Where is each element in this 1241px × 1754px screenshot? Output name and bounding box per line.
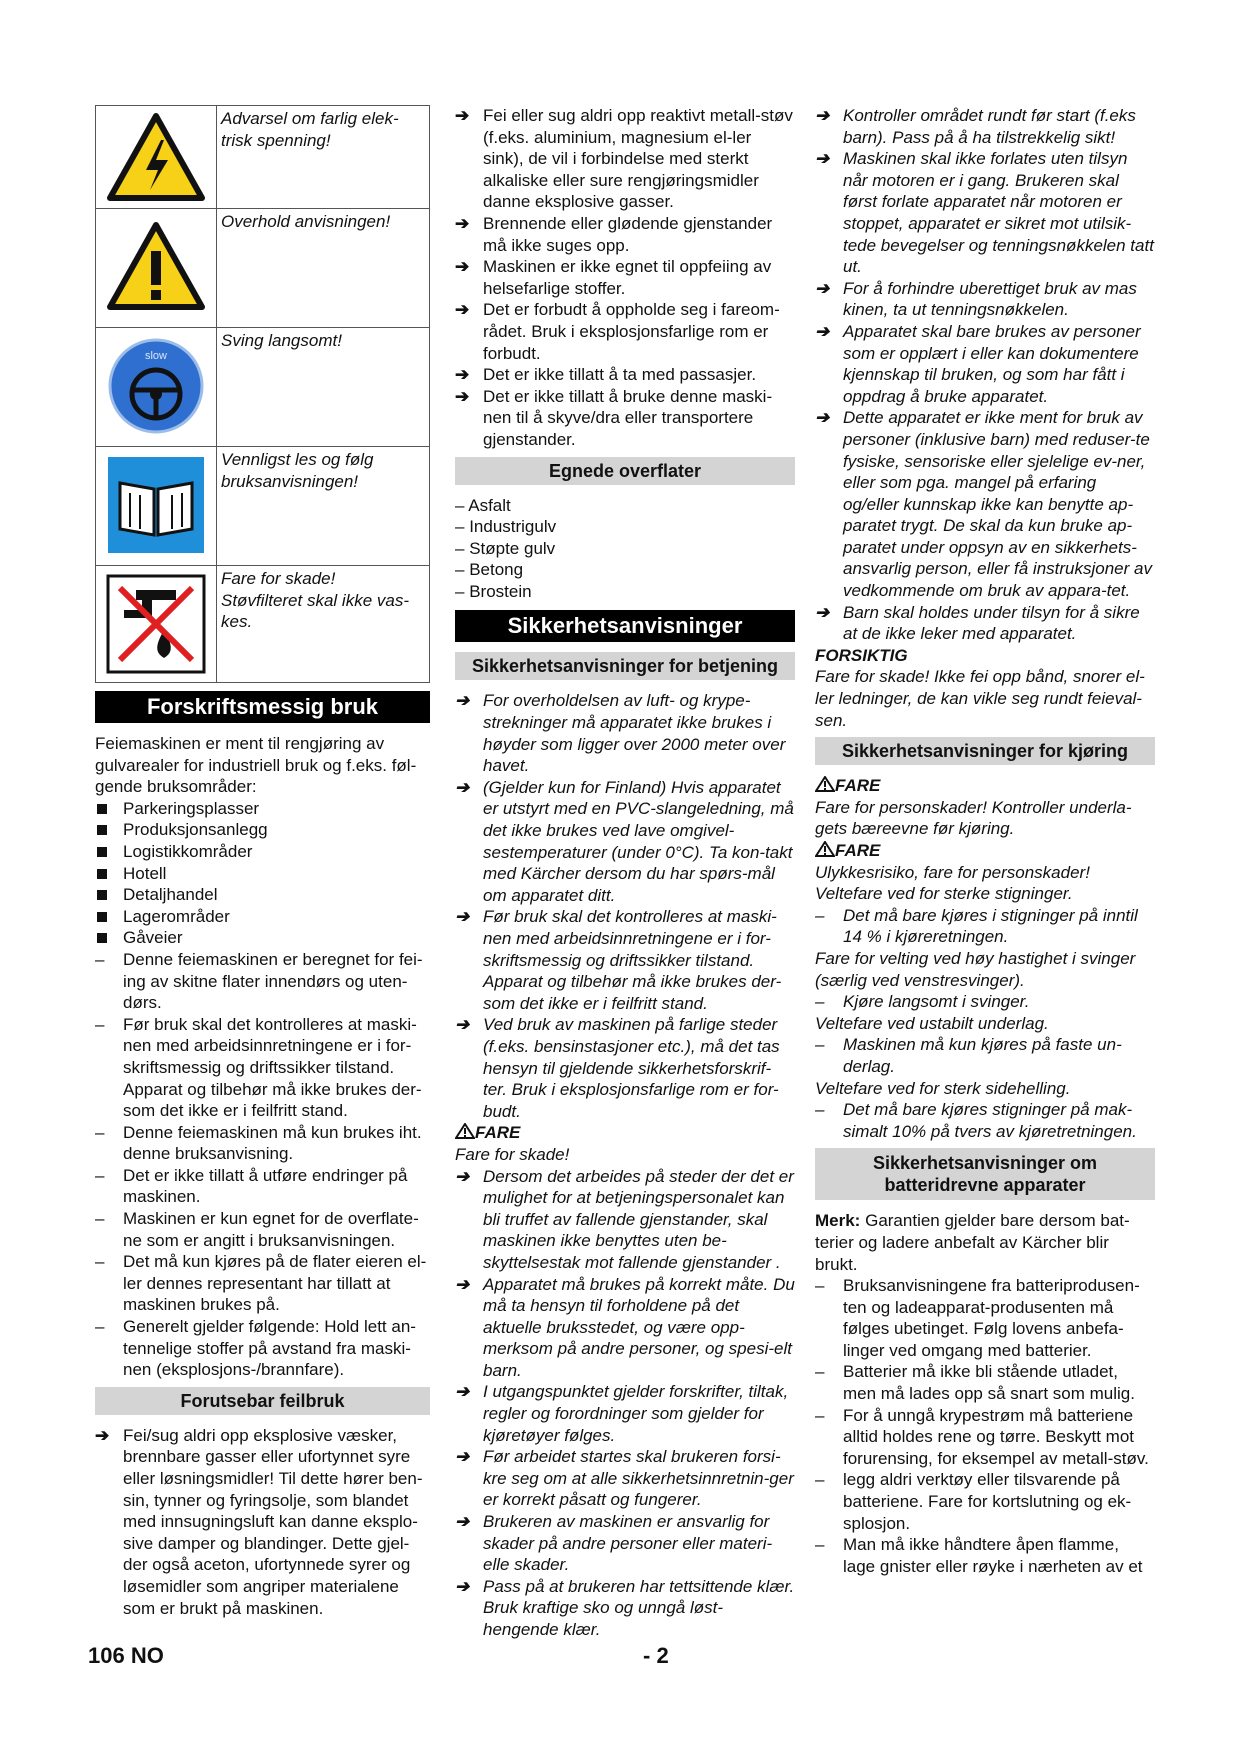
symbol-icon-cell	[96, 106, 217, 209]
list-item: ➔ (Gjelder kun for Finland) Hvis apparatet er utstyrt med en PVC-slangeledning, må det ikke brukes ved lave omgivel-sestemperaturer (under 0°C). Ta kon-takt med Kärcher dersom du har spørs-mål om apparatet ditt.	[455, 777, 795, 907]
section-title: Sikkerhetsanvisninger for kjøring	[815, 737, 1155, 765]
list-item: ➔ Før arbeidet startes skal brukeren forsi-kre seg om at alle sikkerhetsinnretnin-ger er korrekt påsatt og fungerer.	[455, 1446, 795, 1511]
danger-label	[815, 775, 1155, 797]
list-item: Produksjonsanlegg	[95, 819, 430, 841]
symbol-table	[95, 105, 430, 683]
danger-text: Fare for personskader! Kontroller underla-gets bæreevne før kjøring.	[815, 797, 1132, 839]
symbol-row	[96, 209, 430, 328]
list-item: ➔ Barn skal holdes under tilsyn for å sikre at de ikke leker med apparatet.	[815, 602, 1155, 645]
list-item-text: Man må ikke håndtere åpen flamme, lage gnister eller røyke i nærheten av et	[843, 1535, 1143, 1576]
list-item-text: Asfalt	[468, 495, 511, 515]
list-item: – Maskinen er kun egnet for de overflate-ne som er angitt i bruksanvisningen.	[95, 1209, 419, 1250]
list-item: – legg aldri verktøy eller tilsvarende på batteriene. Fare for kortslutning og ek-splosjon.	[815, 1470, 1132, 1533]
symbol-text: Sving langsomt!	[217, 328, 430, 447]
list-item: ➔ I utgangspunktet gjelder forskrifter, tiltak, regler og forordninger som gjelder for kjøretøyer følges.	[455, 1381, 795, 1446]
column-1	[95, 105, 430, 1619]
list-item: – Denne feiemaskinen er beregnet for fei-ing av skitne flater innendørs og uten-dørs.	[95, 949, 423, 1013]
surfaces-list	[455, 495, 795, 603]
danger-label	[455, 1122, 795, 1144]
list-item: Detaljhandel	[95, 884, 430, 906]
list-item: – Det må bare kjøres i stigninger på inntil 14 % i kjøreretningen.	[815, 905, 1138, 947]
list-item: ➔ Det er ikke tillatt å ta med passasjer.	[455, 364, 795, 386]
list-item-text: Denne feiemaskinen er beregnet for fei-ing av skitne flater innendørs og uten-dørs.	[123, 949, 423, 1013]
list-item-text: Industrigulv	[469, 517, 557, 537]
tip-text: Veltefare ved for sterk sidehelling.	[815, 1078, 1071, 1098]
warning-triangle-icon	[455, 1123, 475, 1139]
list-item: ➔ Apparatet må brukes på korrekt måte. Du må ta hensyn til forholdene på det aktuelle bruksstedet, og være opp-merksom på andre personer, og spesi-elt barn.	[455, 1274, 795, 1382]
use-rules-list	[95, 949, 430, 1381]
list-item: – Betong	[455, 560, 524, 580]
general-warning-icon	[106, 221, 206, 313]
list-item: ➔ Brennende eller glødende gjenstander må ikke suges opp.	[455, 213, 795, 256]
list-item-text: Det må bare kjøres i stigninger på inntil 14 % i kjøreretningen.	[843, 905, 1138, 947]
list-item: ➔ Dette apparatet er ikke ment for bruk av personer (inklusive barn) med reduser-te fysiske, sensoriske eller sjelelige ev-ner, eller som pga. mangel på erfaring og/eller kunnskap ikke kan benytte ap-paratet trygt. De skal da kun bruke ap-paratet under oppsyn av en sikkerhets-ansvarlig person, eller få instruksjoner av vedkommende om bruk av appara-tet.	[815, 407, 1155, 601]
list-item: ➔ Det er ikke tillatt å bruke denne maski-nen til å skyve/dra eller transportere gjenstander.	[455, 386, 795, 451]
list-item-text: Før bruk skal det kontrolleres at maski-nen med arbeidsinnretningene er i for-skriftsmessig og driftssikker tilstand. Apparat og tilbehør må ikke brukes der-som det ikke er i feilfritt stand.	[123, 1014, 422, 1121]
list-item: – Industrigulv	[455, 517, 557, 537]
tip-text: Fare for velting ved høy hastighet i svinger (særlig ved venstresvinger).	[815, 948, 1136, 990]
list-item-text: Denne feiemaskinen må kun brukes iht. denne bruksanvisning.	[123, 1122, 422, 1164]
symbol-text: Fare for skade! Støvfilteret skal ikke vas- kes.	[217, 566, 430, 683]
slow-steering-icon	[106, 336, 206, 436]
list-item-text: Kjøre langsomt i svinger.	[843, 992, 1030, 1012]
danger-text: Fare for skade!	[455, 1144, 570, 1164]
list-item-text: Maskinen er kun egnet for de overflate-ne som er angitt i bruksanvisningen.	[123, 1209, 419, 1250]
symbol-icon-cell	[96, 209, 217, 328]
tip-text: Veltefare ved for sterke stigninger.	[815, 884, 1073, 904]
list-item: – Det må kun kjøres på de flater eieren el-ler dennes representant har tillatt at maskinen brukes på.	[95, 1252, 427, 1315]
danger-label	[815, 840, 1155, 862]
list-item: – For å unngå krypestrøm må batteriene alltid holdes rene og tørre. Beskytt mot forurensing, for eksempel av metall-støv.	[815, 1405, 1149, 1468]
list-item: ➔ Kontroller området rundt før start (f.eks barn). Pass på å ha tilstrekkelig sikt!	[815, 105, 1155, 148]
list-item-text: Generelt gjelder følgende: Hold lett an-tennelige stoffer på avstand fra maski-nen (eksplosjons-/brannfare).	[123, 1317, 416, 1380]
symbol-icon-cell	[96, 328, 217, 447]
list-item: ➔ Apparatet skal bare brukes av personer som er opplært i eller kan dokumentere kjennskap til bruken, og som har fått i oppdrag å bruke apparatet.	[815, 321, 1155, 407]
slow-label: slow	[144, 350, 168, 362]
list-item-text: legg aldri verktøy eller tilsvarende på batteriene. Fare for kortslutning og ek-splosjon.	[843, 1470, 1132, 1533]
note-label: Merk:	[815, 1211, 861, 1231]
symbol-icon-cell	[96, 447, 217, 566]
list-item: – Batterier må ikke bli stående utladet, men må lades opp så snart som mulig.	[815, 1362, 1135, 1404]
list-item-text: Støpte gulv	[469, 538, 556, 558]
symbol-text: Overhold anvisningen!	[217, 209, 430, 328]
danger-label-text: FARE	[475, 1123, 521, 1143]
list-item: ➔ Før bruk skal det kontrolleres at maski-nen med arbeidsinnretningene er i for-skriftsmessig og driftssikker tilstand. Apparat og tilbehør må ikke brukes der-som det ikke er i feilfritt stand.	[455, 906, 795, 1014]
note-text	[815, 1210, 1155, 1275]
section-title: Forskriftsmessig bruk	[95, 691, 430, 723]
symbol-row	[96, 447, 430, 566]
intro-text: Feiemaskinen er ment til rengjøring av gulvarealer for industriell bruk og f.eks. føl-gende bruksområder:	[95, 734, 417, 797]
use-areas-list	[95, 798, 430, 949]
list-item: ➔ For overholdelsen av luft- og krype-strekninger må apparatet ikke brukes i høyder som ligger over 2000 meter over havet.	[455, 690, 795, 776]
list-item: ➔ Det er forbudt å oppholde seg i fareom-rådet. Bruk i eksplosjonsfarlige rom er forbudt.	[455, 299, 795, 364]
warning-triangle-icon	[815, 841, 835, 857]
electric-hazard-icon	[106, 112, 206, 202]
list-item: ➔ Maskinen skal ikke forlates uten tilsyn når motoren er i gang. Brukeren skal først forlate apparatet når motoren er stoppet, apparatet er sikret mot utilsik-tede bevegelser og tenningsnøkkelen tatt ut.	[815, 148, 1155, 278]
section-title: Sikkerhetsanvisninger	[455, 610, 795, 642]
section-title: Forutsebar feilbruk	[95, 1387, 430, 1415]
caution-text: Fare for skade! Ikke fei opp bånd, snorer el-ler ledninger, de kan vikle seg rundt feieval-sen.	[815, 667, 1145, 730]
note-body: Garantien gjelder bare dersom bat-terier og ladere anbefalt av Kärcher blir brukt.	[815, 1211, 1130, 1274]
list-item-text: Det må bare kjøres stigninger på mak-simalt 10% på tvers av kjøretretningen.	[843, 1100, 1137, 1141]
no-wash-filter-icon	[106, 574, 206, 674]
list-item: Parkeringsplasser	[95, 798, 430, 820]
danger-label-text: FARE	[835, 776, 881, 796]
list-item: – Maskinen må kun kjøres på faste un-derlag.	[815, 1035, 1122, 1076]
list-item: – Det er ikke tillatt å utføre endringer på maskinen.	[95, 1165, 408, 1207]
list-item: ➔ Pass på at brukeren har tettsittende klær. Bruk kraftige sko og unngå løst-hengende klær.	[455, 1576, 795, 1641]
list-item: – Bruksanvisningene fra batteriprodusen-ten og ladeapparat-produsenten må følges ubetinget. Følg lovens anbefa-linger ved omgang med batterier.	[815, 1276, 1140, 1360]
symbol-icon-cell	[96, 566, 217, 683]
column-3	[815, 105, 1155, 1577]
list-item: ➔ Dersom det arbeides på steder der det er mulighet for at betjeningspersonalet kan bli truffet av fallende gjenstander, skal maskinen ikke benyttes uten be-skyttelsestak mot fallende gjenstander .	[455, 1166, 795, 1274]
list-item: Logistikkområder	[95, 841, 430, 863]
list-item: – Asfalt	[455, 495, 511, 515]
list-item: – Generelt gjelder følgende: Hold lett an-tennelige stoffer på avstand fra maski-nen (eksplosjons-/brannfare).	[95, 1317, 416, 1380]
list-item-text: Det er ikke tillatt å utføre endringer på maskinen.	[123, 1165, 408, 1207]
section-title: Sikkerhetsanvisninger for betjening	[455, 652, 795, 680]
list-item: ➔ Maskinen er ikke egnet til oppfeiing av helsefarlige stoffer.	[455, 256, 795, 299]
list-item-text: Batterier må ikke bli stående utladet, men må lades opp så snart som mulig.	[843, 1362, 1135, 1404]
list-item-text: Betong	[469, 560, 524, 580]
list-item: – Denne feiemaskinen må kun brukes iht. denne bruksanvisning.	[95, 1122, 422, 1164]
list-item: – Kjøre langsomt i svinger.	[815, 992, 1030, 1012]
list-item: Gåveier	[95, 927, 430, 949]
list-item-text: Maskinen må kun kjøres på faste un-derlag.	[843, 1035, 1122, 1076]
list-item: Lagerområder	[95, 906, 430, 928]
list-item: – Man må ikke håndtere åpen flamme, lage gnister eller røyke i nærheten av et	[815, 1535, 1143, 1576]
column-2	[455, 105, 795, 1641]
list-item-text: For å unngå krypestrøm må batteriene alltid holdes rene og tørre. Beskytt mot forurensing, for eksempel av metall-støv.	[843, 1405, 1149, 1468]
symbol-row	[96, 328, 430, 447]
symbol-text: Advarsel om farlig elek- trisk spenning!	[217, 106, 430, 209]
list-item: – Før bruk skal det kontrolleres at maski-nen med arbeidsinnretningene er i for-skriftsmessig og driftssikker tilstand. Apparat og tilbehør må ikke brukes der-som det ikke er i feilfritt stand.	[95, 1014, 422, 1121]
danger-text: Ulykkesrisiko, fare for personskader!	[815, 862, 1090, 882]
section-title: Sikkerhetsanvisninger om batteridrevne apparater	[815, 1148, 1155, 1200]
page-number: 106 NO	[88, 1643, 164, 1668]
list-item: ➔ Fei/sug aldri opp eksplosive væsker, brennbare gasser eller ufortynnet syre eller løsningsmidler! Til dette hører ben-sin, tynner og fyringsolje, som blandet med innsugningsluft kan danne eksplo-sive damper og blandinger. Dette gjel-der også aceton, ufortynnede syrer og løsemidler som angriper materialene som er brukt på maskinen.	[95, 1425, 430, 1619]
tip-text: Veltefare ved ustabilt underlag.	[815, 1013, 1049, 1033]
list-item-text: Det må kun kjøres på de flater eieren el-ler dennes representant har tillatt at maskinen brukes på.	[123, 1252, 427, 1315]
list-item: ➔ Brukeren av maskinen er ansvarlig for skader på andre personer eller materi-elle skader.	[455, 1511, 795, 1576]
list-item: – Brostein	[455, 581, 532, 601]
warning-triangle-icon	[815, 776, 835, 792]
list-item: Hotell	[95, 863, 430, 885]
list-item-text: Bruksanvisningene fra batteriprodusen-ten og ladeapparat-produsenten må følges ubetinget. Følg lovens anbefa-linger ved omgang med batterier.	[843, 1276, 1140, 1360]
list-item: – Støpte gulv	[455, 538, 556, 558]
list-item: ➔ For å forhindre uberettiget bruk av mas kinen, ta ut tenningsnøkkelen.	[815, 278, 1155, 321]
caution-label: FORSIKTIG	[815, 645, 908, 665]
read-manual-icon	[106, 455, 206, 555]
symbol-row	[96, 566, 430, 683]
list-item: – Det må bare kjøres stigninger på mak-simalt 10% på tvers av kjøretretningen.	[815, 1100, 1137, 1141]
sheet-number: - 2	[643, 1643, 669, 1668]
list-item-text: Brostein	[469, 581, 532, 601]
symbol-text: Vennligst les og følg bruksanvisningen!	[217, 447, 430, 566]
symbol-row	[96, 106, 430, 209]
section-title: Egnede overflater	[455, 457, 795, 485]
list-item: ➔ Ved bruk av maskinen på farlige steder (f.eks. bensinstasjoner etc.), må det tas hensyn til gjeldende sikkerhetsforskrif-ter. Bruk i eksplosjonsfarlige rom er for-budt.	[455, 1014, 795, 1122]
danger-label-text: FARE	[835, 841, 881, 860]
list-item: ➔ Fei eller sug aldri opp reaktivt metall-støv (f.eks. aluminium, magnesium el-ler sink), de vil i forbindelse med sterkt alkaliske eller sure rengjøringsmidler danne eksplosive gasser.	[455, 105, 795, 213]
